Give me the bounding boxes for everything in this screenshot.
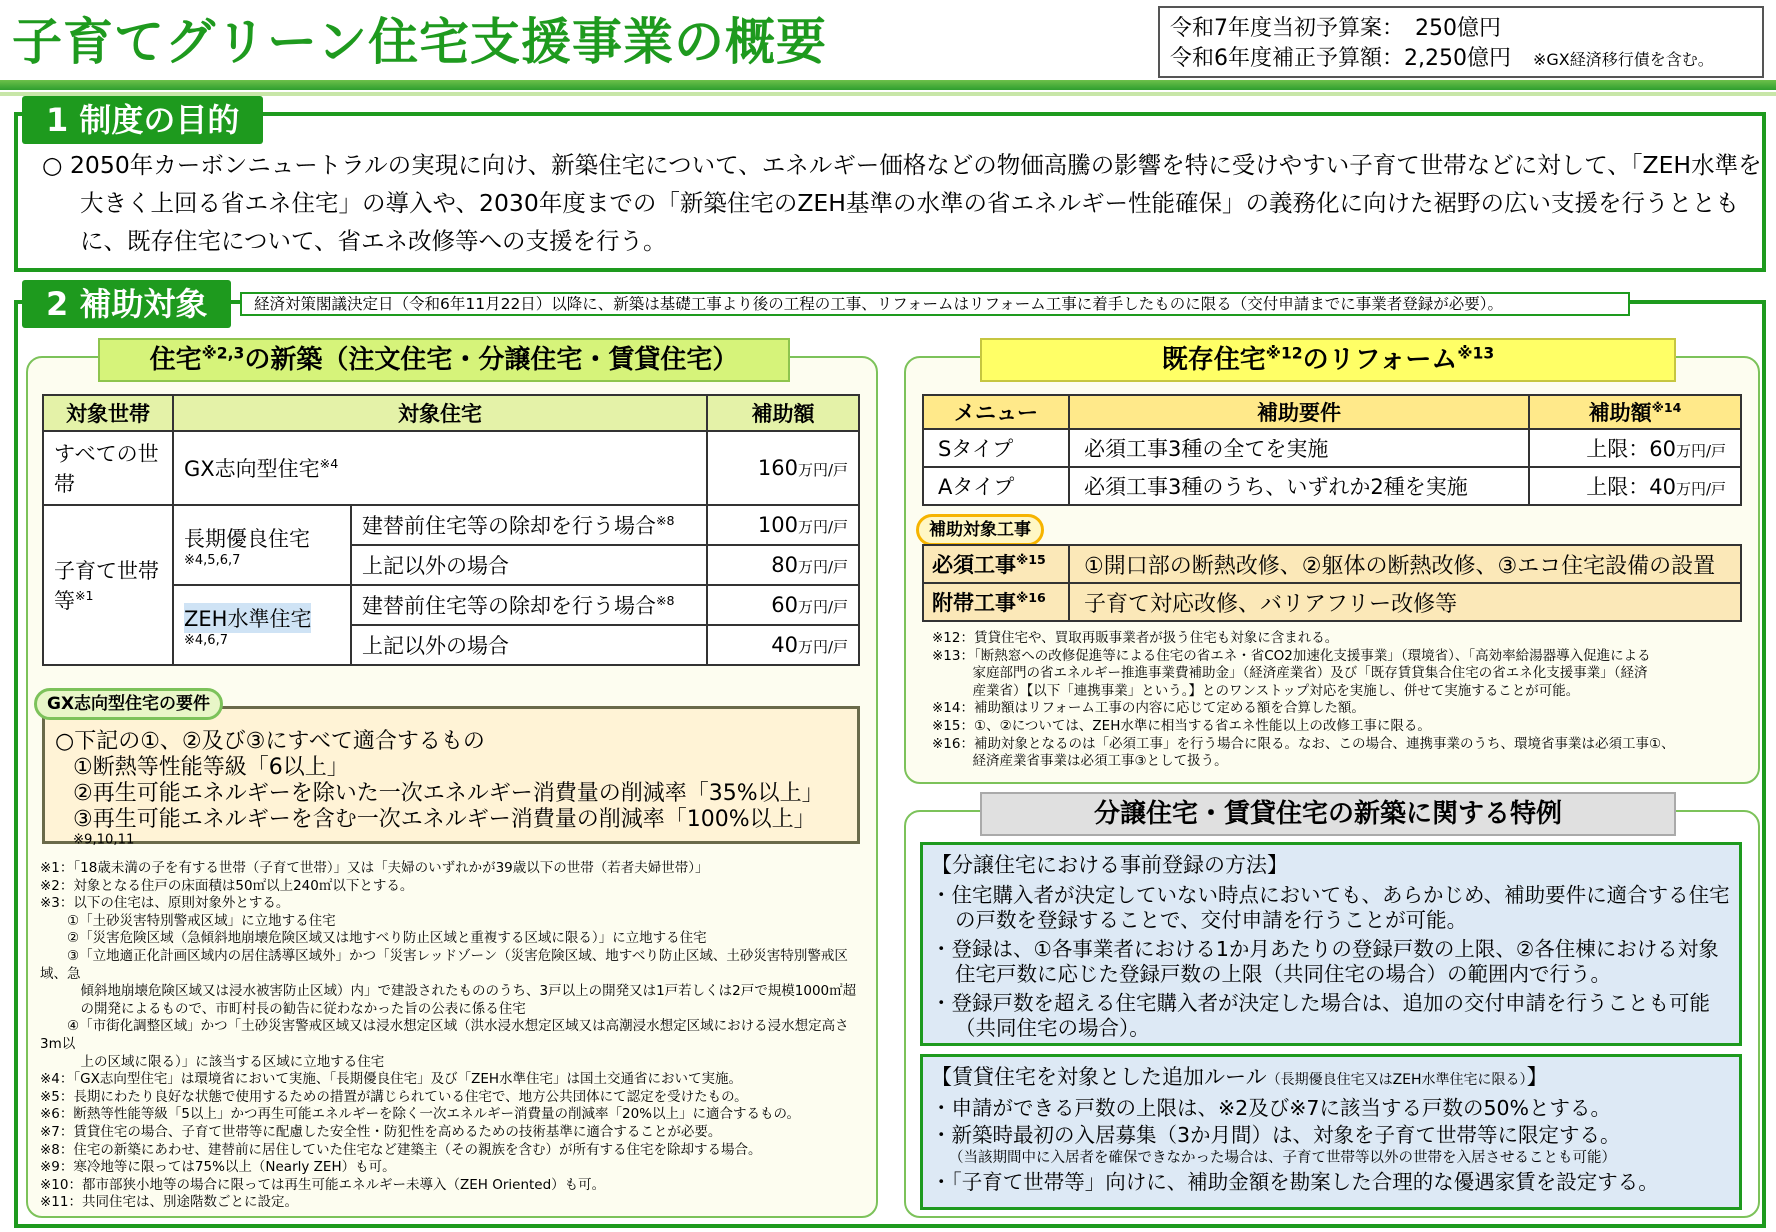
cell-child-households: 子育て世帯等$^{※1}$	[43, 505, 173, 665]
cell-must-works: 必須工事$^{※15}$	[923, 545, 1069, 583]
cell-rebuild-case-2: 建替前住宅等の除却を行う場合$^{※8}$	[351, 585, 707, 625]
col-housing: 対象住宅	[173, 395, 707, 431]
cell-a-amount: 上限：40万円/戸	[1529, 467, 1741, 505]
reform-works-pill: 補助対象工事	[916, 514, 1044, 546]
note-13c: 産業省）【以下「連携事業」という。】とのワンストップ対応を実施し、併せて実施することが可能。	[932, 682, 1580, 699]
col-reform-amount: 補助額$^{※14}$	[1529, 395, 1741, 429]
cell-zeh-amount-2: 40万円/戸	[707, 625, 859, 665]
note-3-2: ②「災害危険区域（急傾斜地崩壊危険区域又は地すべり防止区域と重複する区域に限る）」に立地する住宅	[40, 930, 707, 947]
note-12: ※12：賃貸住宅や、買取再販事業者が扱う住宅も対象に含まれる。	[932, 630, 1339, 646]
header-bar	[0, 80, 1776, 90]
budget-box	[1158, 6, 1764, 78]
cell-long-amount-1: 100万円/戸	[707, 505, 859, 545]
rental-item-1: ・申請ができる戸数の上限は、※2及び※7に該当する戸数の50%とする。	[931, 1096, 1612, 1120]
cell-extra-works: 附帯工事$^{※16}$	[923, 583, 1069, 621]
note-7: ※7：賃貸住宅の場合、子育て世帯等に配慮した安全性・防犯性を高めるための技術基準に適合することが必要。	[40, 1123, 722, 1140]
newbuild-table	[42, 394, 860, 666]
page-title: 子育てグリーン住宅支援事業の概要	[12, 13, 827, 71]
note-3: ※3：以下の住宅は、原則対象外とする。	[40, 895, 290, 912]
header-bar-shadow	[0, 92, 1776, 96]
note-3-3c: の開発によるもので、市町村長の勧告に従わなかった旨の公表に係る住宅	[40, 1000, 526, 1017]
gx-requirements-box	[42, 706, 860, 848]
gx-requirements-pill: GX志向型住宅の要件	[34, 688, 223, 720]
section-2-heading: 2 補助対象	[22, 280, 231, 328]
rental-item-2: ・新築時最初の入居募集（3か月間）は、対象を子育て世帯等に限定する。	[931, 1123, 1621, 1147]
purpose-text: ○ 2050年カーボンニュートラルの実現に向け、新築住宅について、エネルギー価格などの物価高騰の影響を特に受けやすい子育て世帯などに対して、「ZEH水準を大きく上回る省エネ住宅」の導入や、2030年度までの「新築住宅のZEH基準の水準の省エネルギー性能確保」の義務化に向けた裾野の広い支援を行うとともに、既存住宅について、省エネ改修等への支援を行う。	[42, 151, 1762, 255]
cell-all-households: すべての世帯	[43, 431, 173, 505]
presale-heading: 【分譲住宅における事前登録の方法】	[931, 853, 1288, 877]
cell-a-requirement: 必須工事3種のうち、いずれか2種を実施	[1069, 467, 1529, 505]
cell-long-amount-2: 80万円/戸	[707, 545, 859, 585]
reform-works-table	[922, 544, 1742, 622]
gx-req-intro: ○下記の①、②及び③にすべて適合するもの	[55, 729, 485, 754]
presale-item-1: ・住宅購入者が決定していない時点においても、あらかじめ、補助要件に適合する住宅の戸数を登録することで、交付申請を行うことが可能。	[931, 883, 1730, 932]
cell-other-case-2: 上記以外の場合	[351, 625, 707, 665]
rental-rule-box	[920, 1054, 1742, 1210]
cell-gx-housing: GX志向型住宅$^{※4}$	[173, 431, 707, 505]
budget-line-1: 令和7年度当初予算案： 250億円	[1170, 16, 1501, 41]
cell-s-requirement: 必須工事3種の全てを実施	[1069, 429, 1529, 467]
note-11: ※11：共同住宅は、別途階数ごとに設定。	[40, 1194, 298, 1211]
note-13a: ※13：「断熱窓への改修促進等による住宅の省エネ・省CO2加速化支援事業」（環境省）、「高効率給湯器導入促進による	[932, 647, 1651, 664]
reform-table	[922, 394, 1742, 506]
notes-left	[40, 860, 870, 1212]
rental-heading: 【賃貸住宅を対象とした追加ルール（長期優良住宅又はZEH水準住宅に限る）】	[931, 1065, 1548, 1089]
note-16a: ※16：補助対象となるのは「必須工事」を行う場合に限る。なお、この場合、連携事業のうち、環境省事業は必須工事①、	[932, 735, 1675, 752]
note-8: ※8：住宅の新築にあわせ、建替前に居住していた住宅など建築主（その親族を含む）が所有する住宅を除却する場合。	[40, 1141, 762, 1158]
reform-heading: 既存住宅$^{※12}$のリフォーム$^{※13}$	[980, 338, 1676, 382]
col-amount: 補助額	[707, 395, 859, 431]
note-3-4a: ④「市街化調整区域」かつ「土砂災害警戒区域又は浸水想定区域（洪水浸水想定区域又は高潮浸水想定区域における浸水想定高さ3m以	[40, 1018, 849, 1052]
note-14: ※14：補助額はリフォーム工事の内容に応じて定める額を合算した額。	[932, 700, 1365, 717]
note-15: ※15：①、②については、ZEH水準に相当する省エネ性能以上の改修工事に限る。	[932, 717, 1431, 734]
col-household: 対象世帯	[43, 395, 173, 431]
note-3-3b: 傾斜地崩壊危険区域又は浸水被害防止区域）内」で建設されたもののうち、3戸以上の開発又は1戸若しくは2戸で規模1000㎡超	[40, 983, 857, 1000]
cell-must-works-text: ①開口部の断熱改修、②躯体の断熱改修、③エコ住宅設備の設置	[1069, 545, 1741, 583]
col-menu: メニュー	[923, 395, 1069, 429]
cell-s-amount: 上限：60万円/戸	[1529, 429, 1741, 467]
budget-line-2: 令和6年度補正予算額：2,250億円 ※GX経済移行債を含む。	[1170, 46, 1714, 71]
note-3-4b: 上の区域に限る）」に該当する区域に立地する住宅	[40, 1053, 385, 1070]
note-4: ※4：「GX志向型住宅」は環境省において実施、「長期優良住宅」及び「ZEH水準住宅」は国土交通省において実施。	[40, 1071, 743, 1088]
note-10: ※10：都市部狭小地等の場合に限っては再生可能エネルギー未導入（ZEH Oriented）も可。	[40, 1176, 606, 1193]
gx-req-1: ①断熱等性能等級「6以上」	[73, 755, 349, 780]
section-1-heading: 1 制度の目的	[22, 96, 263, 144]
note-2: ※2：対象となる住戸の床面積は50㎡以上240㎡以下とする。	[40, 877, 414, 894]
note-9: ※9：寒冷地等に限っては75%以上（Nearly ZEH）も可。	[40, 1159, 396, 1176]
note-3-3a: ③「立地適正化計画区域内の居住誘導区域外」かつ「災害レッドゾーン（災害危険区域、地すべり防止区域、土砂災害特別警戒区域、急	[40, 947, 848, 982]
cell-other-case: 上記以外の場合	[351, 545, 707, 585]
note-1: ※1：「18歳未満の子を有する世帯（子育て世帯）」又は「夫婦のいずれかが39歳以下の世帯（若者夫婦世帯）」	[40, 860, 709, 876]
cell-long-life-housing: 長期優良住宅 ※4,5,6,7	[173, 505, 351, 585]
col-requirement: 補助要件	[1069, 395, 1529, 429]
cell-rebuild-case: 建替前住宅等の除却を行う場合$^{※8}$	[351, 505, 707, 545]
note-5: ※5：長期にわたり良好な状態で使用するための措置が講じられている住宅で、地方公共団体にて認定を受けたもの。	[40, 1088, 748, 1105]
cell-extra-works-text: 子育て対応改修、バリアフリー改修等	[1069, 583, 1741, 621]
presale-item-2: ・登録は、①各事業者における1か月あたりの登録戸数の上限、②各住棟における対象住宅戸数に応じた登録戸数の上限（共同住宅の場合）の範囲内で行う。	[931, 937, 1719, 986]
rental-item-3: ・「子育て世帯等」向けに、補助金額を勘案した合理的な優遇家賃を設定する。	[931, 1170, 1659, 1194]
presale-registration-box	[920, 842, 1742, 1046]
note-13b: 家庭部門の省エネルギー推進事業費補助金」（経済産業省）及び「既存賃貸集合住宅の省エネ化支援事業」（経済	[932, 665, 1648, 682]
special-heading: 分譲住宅・賃貸住宅の新築に関する特例	[980, 792, 1676, 836]
note-3-1: ①「土砂災害特別警戒区域」に立地する住宅	[40, 912, 336, 929]
rental-item-2-note: （当該期間中に入居者を確保できなかった場合は、子育て世帯等以外の世帯を入居させることも可能）	[949, 1150, 1616, 1166]
notes-right	[932, 630, 1752, 771]
cell-a-type: Aタイプ	[923, 467, 1069, 505]
newbuild-heading: 住宅$^{※2,3}$の新築（注文住宅・分譲住宅・賃貸住宅）	[98, 338, 790, 382]
eligibility-notice: 経済対策閣議決定日（令和6年11月22日）以降に、新築は基礎工事より後の工程の工事、リフォームはリフォーム工事に着手したものに限る（交付申請までに事業者登録が必要）。	[240, 292, 1630, 316]
cell-s-type: Sタイプ	[923, 429, 1069, 467]
cell-gx-amount: 160万円/戸	[707, 431, 859, 505]
note-16b: 経済産業省事業は必須工事③として扱う。	[932, 753, 1228, 770]
presale-item-3: ・登録戸数を超える住宅購入者が決定した場合は、追加の交付申請を行うことも可能（共同住宅の場合）。	[931, 991, 1710, 1040]
gx-req-2: ②再生可能エネルギーを除いた一次エネルギー消費量の削減率「35%以上」	[73, 781, 824, 806]
cell-zeh-amount-1: 60万円/戸	[707, 585, 859, 625]
gx-req-3: ③再生可能エネルギーを含む一次エネルギー消費量の削減率「100%以上」$^{※9,10,11}$	[73, 807, 816, 848]
cell-zeh-housing: ZEH水準住宅 ※4,6,7	[173, 585, 351, 665]
note-6: ※6：断熱等性能等級「5以上」かつ再生可能エネルギーを除く一次エネルギー消費量の削減率「20%以上」に適合するもの。	[40, 1106, 800, 1123]
